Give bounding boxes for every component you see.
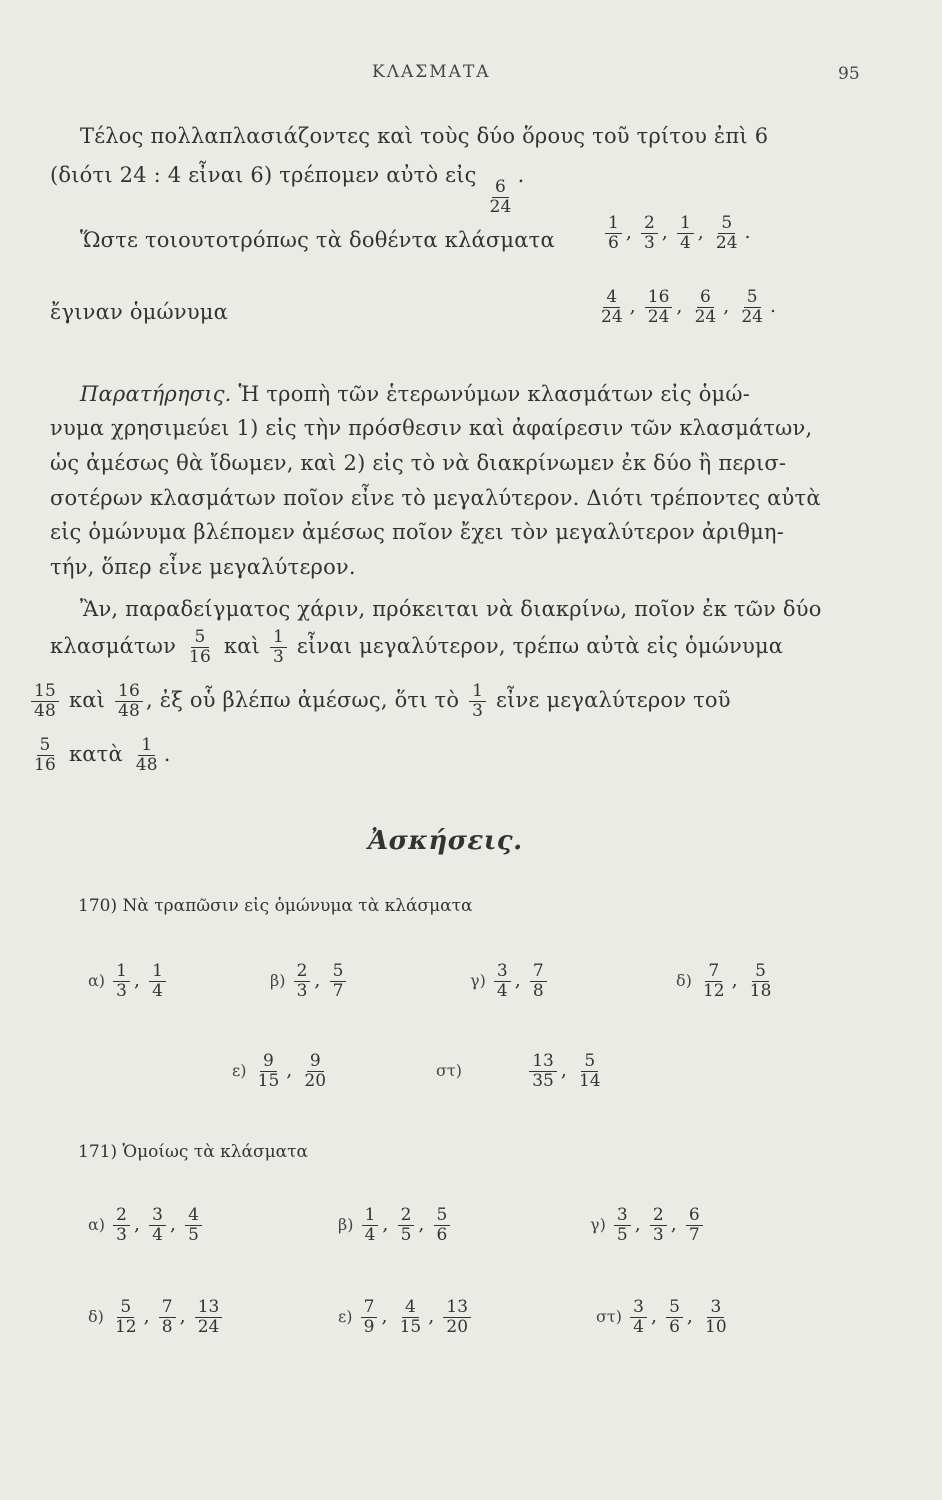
- ex171-d: δ) $\frac{5}{12}$ , $\frac{7}{8}$ , $\frac{13}{24}$: [88, 1298, 225, 1337]
- fraction: $\frac{2}{3}$: [641, 214, 658, 253]
- remark-title: Παρατήρησις.: [80, 382, 232, 406]
- exercise-170-title: 170) Νὰ τραπῶσιν εἰς ὁμώνυμα τὰ κλάσματα: [78, 896, 473, 916]
- fraction: $\frac{1}{4}$: [149, 962, 166, 1001]
- ex170-d: δ) $\frac{7}{12}$ , $\frac{5}{18}$: [676, 962, 777, 1001]
- fraction: $\frac{3}{4}$: [149, 1206, 166, 1245]
- ex171-f: στ) $\frac{3}{4}$ , $\frac{5}{6}$ , $\frac{3}{10}$: [596, 1298, 733, 1337]
- fraction: $\frac{4}{15}$: [399, 1297, 422, 1337]
- example-line3: $\frac{15}{48}$ καὶ $\frac{16}{48}$ , ἐξ οὗ βλέπω ἀμέσως, ὅτι τὸ $\frac{1}{3}$ εἶνε μεγαλύτερον τοῦ: [28, 682, 731, 721]
- ex170-c: γ) $\frac{3}{4}$ , $\frac{7}{8}$: [470, 962, 550, 1001]
- ex171-e: ε) $\frac{7}{9}$ , $\frac{4}{15}$ , $\frac{13}{20}$: [338, 1298, 474, 1337]
- p1-line2: (διότι 24 : 4 εἶναι 6) τρέπομεν αὐτὸ εἰς $\frac{6}{24}$ .: [50, 163, 525, 217]
- ex170-b: β) $\frac{2}{3}$ , $\frac{5}{7}$: [270, 962, 349, 1001]
- fraction: $\frac{5}{6}$: [666, 1298, 683, 1337]
- fraction: $\frac{3}{4}$: [630, 1298, 647, 1337]
- fraction: $\frac{5}{16}$: [34, 735, 57, 775]
- fraction: $\frac{6}{7}$: [686, 1206, 703, 1245]
- example-line1: Ἂν, παραδείγματος χάριν, πρόκειται νὰ διακρίνω, ποῖον ἐκ τῶν δύο: [80, 597, 822, 621]
- fraction: $\frac{5}{6}$: [434, 1206, 451, 1245]
- fraction: $\frac{5}{24}$: [715, 213, 738, 253]
- p1-line1: Τέλος πολλαπλασιάζοντες καὶ τοὺς δύο ὅρους τοῦ τρίτου ἐπὶ 6: [80, 124, 769, 148]
- remark-line5: εἰς ὁμώνυμα βλέπομεν ἀμέσως ποῖον ἔχει τὸν μεγαλύτερον ἀριθμη-: [50, 520, 784, 544]
- fraction: $\frac{1}{6}$: [605, 214, 622, 253]
- fraction: $\frac{16}{48}$: [115, 682, 143, 721]
- fraction: $\frac{13}{20}$: [443, 1298, 471, 1337]
- fraction: $\frac{3}{4}$: [494, 962, 511, 1001]
- exercise-171-title: 171) Ὁμοίως τὰ κλάσματα: [78, 1142, 309, 1162]
- fraction: $\frac{1}{4}$: [362, 1206, 379, 1245]
- fraction: $\frac{7}{8}$: [530, 962, 547, 1001]
- ex170-a: α) $\frac{1}{3}$ , $\frac{1}{4}$: [88, 962, 169, 1001]
- fraction: $\frac{4}{24}$: [601, 287, 623, 327]
- fraction: $\frac{2}{5}$: [398, 1206, 415, 1245]
- given-fractions: $\frac{1}{6}$ , $\frac{2}{3}$ , $\frac{1}{4}$ , $\frac{5}{24}$ .: [602, 214, 752, 253]
- example-line2: κλασμάτων $\frac{5}{16}$ καὶ $\frac{1}{3}$ εἶναι μεγαλύτερον, τρέπω αὐτὰ εἰς ὁμώνυμα: [50, 627, 784, 667]
- fraction: $\frac{1}{3}$: [113, 962, 130, 1001]
- example-line4: $\frac{5}{16}$ κατὰ $\frac{1}{48}$ .: [28, 736, 171, 775]
- fraction: $\frac{2}{3}$: [650, 1206, 667, 1245]
- fraction: $\frac{1}{3}$: [270, 628, 287, 667]
- fraction: $\frac{1}{4}$: [677, 214, 694, 253]
- ex171-c: γ) $\frac{3}{5}$ , $\frac{2}{3}$ , $\frac{6}{7}$: [590, 1206, 706, 1245]
- remark-line6: τήν, ὅπερ εἶνε μεγαλύτερον.: [50, 555, 356, 579]
- fraction: $\frac{5}{12}$: [114, 1297, 137, 1337]
- ex171-b: β) $\frac{1}{4}$ , $\frac{2}{5}$ , $\frac{5}{6}$: [338, 1206, 453, 1245]
- ex171-a: α) $\frac{2}{3}$ , $\frac{3}{4}$ , $\frac{4}{5}$: [88, 1206, 205, 1245]
- fraction: $\frac{6}{24}$: [694, 287, 717, 327]
- fraction: $\frac{13}{35}$: [529, 1052, 557, 1091]
- remark-line2: νυμα χρησιμεύει 1) εἰς τὴν πρόσθεσιν καὶ ἀφαίρεσιν τῶν κλασμάτων,: [50, 416, 813, 440]
- ex170-f: στ) $\frac{13}{35}$ , $\frac{5}{14}$: [436, 1052, 607, 1091]
- fraction: $\frac{7}{12}$: [702, 961, 725, 1001]
- fraction: $\frac{9}{20}$: [304, 1051, 327, 1091]
- p2-line1: Ὥστε τοιουτοτρόπως τὰ δοθέντα κλάσματα: [80, 228, 555, 252]
- equivalent-fractions: $\frac{4}{24}$ , $\frac{16}{24}$ , $\frac{6}{24}$ , $\frac{5}{24}$ .: [595, 288, 777, 327]
- page-number: 95: [838, 64, 860, 84]
- p1-line2-text: (διότι 24 : 4 εἶναι 6) τρέπομεν αὐτὸ εἰς: [50, 163, 477, 187]
- fraction: $\frac{15}{48}$: [31, 682, 59, 721]
- fraction: $\frac{5}{24}$: [741, 287, 763, 327]
- fraction: $\frac{9}{15}$: [257, 1051, 280, 1091]
- fraction: $\frac{2}{3}$: [113, 1206, 130, 1245]
- fraction: $\frac{5}{18}$: [749, 961, 772, 1001]
- fraction: $\frac{4}{5}$: [185, 1206, 202, 1245]
- fraction: $\frac{7}{8}$: [159, 1298, 176, 1337]
- p2-line2: ἔγιναν ὁμώνυμα: [50, 300, 229, 324]
- fraction: $\frac{1}{3}$: [469, 682, 486, 721]
- running-header: ΚΛΑΣΜΑΤΑ: [372, 62, 491, 82]
- fraction: $\frac{5}{16}$: [188, 627, 212, 667]
- remark-line1: Παρατήρησις. Ἡ τροπὴ τῶν ἑτερωνύμων κλασμάτων εἰς ὁμώ-: [80, 382, 751, 406]
- fraction: $\frac{1}{48}$: [135, 735, 158, 775]
- fraction: $\frac{3}{5}$: [614, 1206, 631, 1245]
- fraction: $\frac{7}{9}$: [361, 1298, 378, 1337]
- remark-line4: σοτέρων κλασμάτων ποῖον εἶνε τὸ μεγαλύτερον. Διότι τρέποντες αὐτὰ: [50, 486, 821, 510]
- ex170-e: ε) $\frac{9}{15}$ , $\frac{9}{20}$: [232, 1052, 332, 1091]
- fraction: $\frac{16}{24}$: [645, 288, 673, 327]
- fraction: $\frac{5}{7}$: [330, 962, 347, 1001]
- fraction: $\frac{6}{24}$: [489, 177, 512, 217]
- fraction: $\frac{13}{24}$: [195, 1298, 223, 1337]
- fraction: $\frac{2}{3}$: [294, 962, 311, 1001]
- fraction: $\frac{5}{14}$: [578, 1051, 601, 1091]
- exercises-title: Ἀσκήσεις.: [368, 826, 523, 856]
- fraction: $\frac{3}{10}$: [705, 1297, 727, 1337]
- remark-line3: ὡς ἀμέσως θὰ ἴδωμεν, καὶ 2) εἰς τὸ νὰ διακρίνωμεν ἐκ δύο ἢ περισ-: [50, 451, 787, 475]
